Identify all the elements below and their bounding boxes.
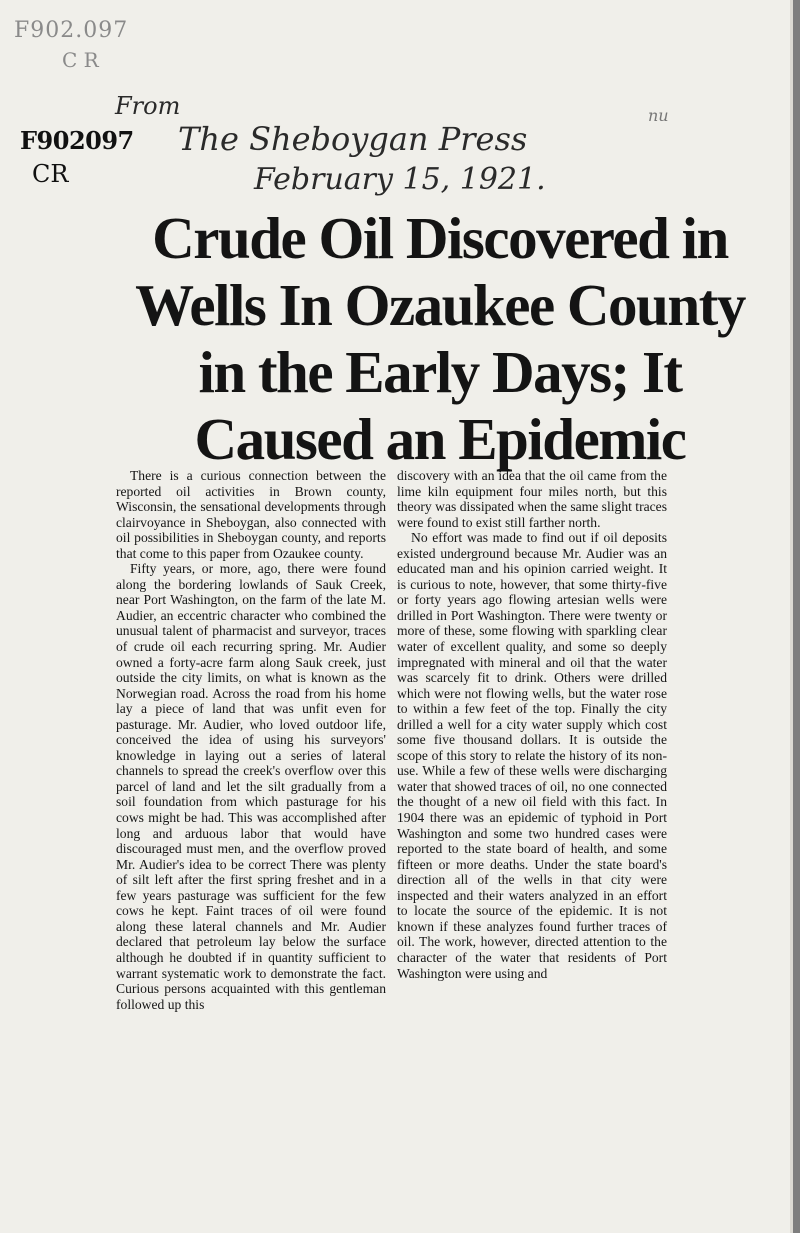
paragraph: discovery with an idea that the oil came from the lime kiln equipment four miles north, but this theory was dissipated when the same slight traces were found to exist still farther north. (397, 468, 667, 530)
handwritten-from: From (115, 92, 181, 120)
headline-line: in the Early Days; It (198, 339, 682, 405)
archive-initials-faded: C R (62, 48, 99, 72)
article-column-left (116, 468, 386, 1012)
headline (100, 205, 780, 473)
paragraph: Fifty years, or more, ago, there were found along the bordering lowlands of Sauk Creek, near Port Washington, on the farm of the late M. Audier, an eccentric character who combined the unusual talent of pharmacist and surveyor, traces of crude oil each recurring spring. Mr. Audier owned a forty-acre farm along Sauk creek, just outside the city limits, on what is known as the Norwegian road. Across the road from his home lay a piece of land that was unfit even for pasturage. Mr. Audier, who loved outdoor life, conceived the idea of using his surveyors' knowledge in laying out a series of lateral channels to spread the creek's overflow over this parcel of land and let the silt gradually from a soil foundation from which pasturage for his cows might be had. This was accomplished after long and arduous labor that would have discouraged must men, and the overflow proved Mr. Audier's idea to be correct There was plenty of silt left after the first spring freshet and in a few years pasturage was sufficient for the few cows he kept. Faint traces of oil were found along these lateral channels and Mr. Audier declared that petroleum lay below the surface although he doubted if in quantity sufficient to warrant systematic work to demonstrate the fact. Curious persons acquainted with this gentleman followed up this (116, 561, 386, 1012)
headline-line: Wells In Ozaukee County (135, 272, 745, 338)
headline-line: Crude Oil Discovered in (152, 205, 728, 271)
archive-code-faded: F902.097 (14, 18, 129, 43)
pencil-mark: nu (648, 106, 669, 125)
headline-line: Caused an Epidemic (194, 406, 686, 472)
paragraph: There is a curious connection between the reported oil activities in Brown county, Wisconsin, the sensational developments through clairvoyance in Sheboygan, also connected with oil possibilities in Sheboygan county, and reports that come to this paper from Ozaukee county. (116, 468, 386, 561)
handwritten-date: February 15, 1921. (254, 162, 546, 197)
article-column-right (397, 468, 667, 981)
handwritten-source: The Sheboygan Press (178, 120, 528, 158)
paragraph: No effort was made to find out if oil deposits existed underground because Mr. Audier was an educated man and his opinion carried weight. It is curious to note, however, that some thirty-five or forty years ago flowing artesian wells were drilled in Port Washington. There were twenty or more of these, some flowing with sparkling clear water of excellent quality, and some so deeply impregnated with mineral and oil that the water was scarcely fit to drink. Others were drilled which were not flowing wells, but the water rose to within a few feet of the top. Finally the city drilled a well for a city water supply which cost some five thousand dollars. It is outside the scope of this story to relate the history of its non-use. While a few of these wells were discharging water that showed traces of oil, no one connected the thought of a new oil field with this fact. In 1904 there was an epidemic of typhoid in Port Washington and some two hundred cases were reported to the state board of health, and some fifteen or more deaths. Under the state board's direction all of the wells in that city were inspected and their waters analyzed in an effort to locate the source of the epidemic. It is not known if these analyzes found further traces of oil. The work, however, directed attention to the character of the water that residents of Port Washington were using and (397, 530, 667, 981)
archive-code: F902097 (20, 126, 134, 155)
archive-initials: CR (32, 160, 69, 188)
